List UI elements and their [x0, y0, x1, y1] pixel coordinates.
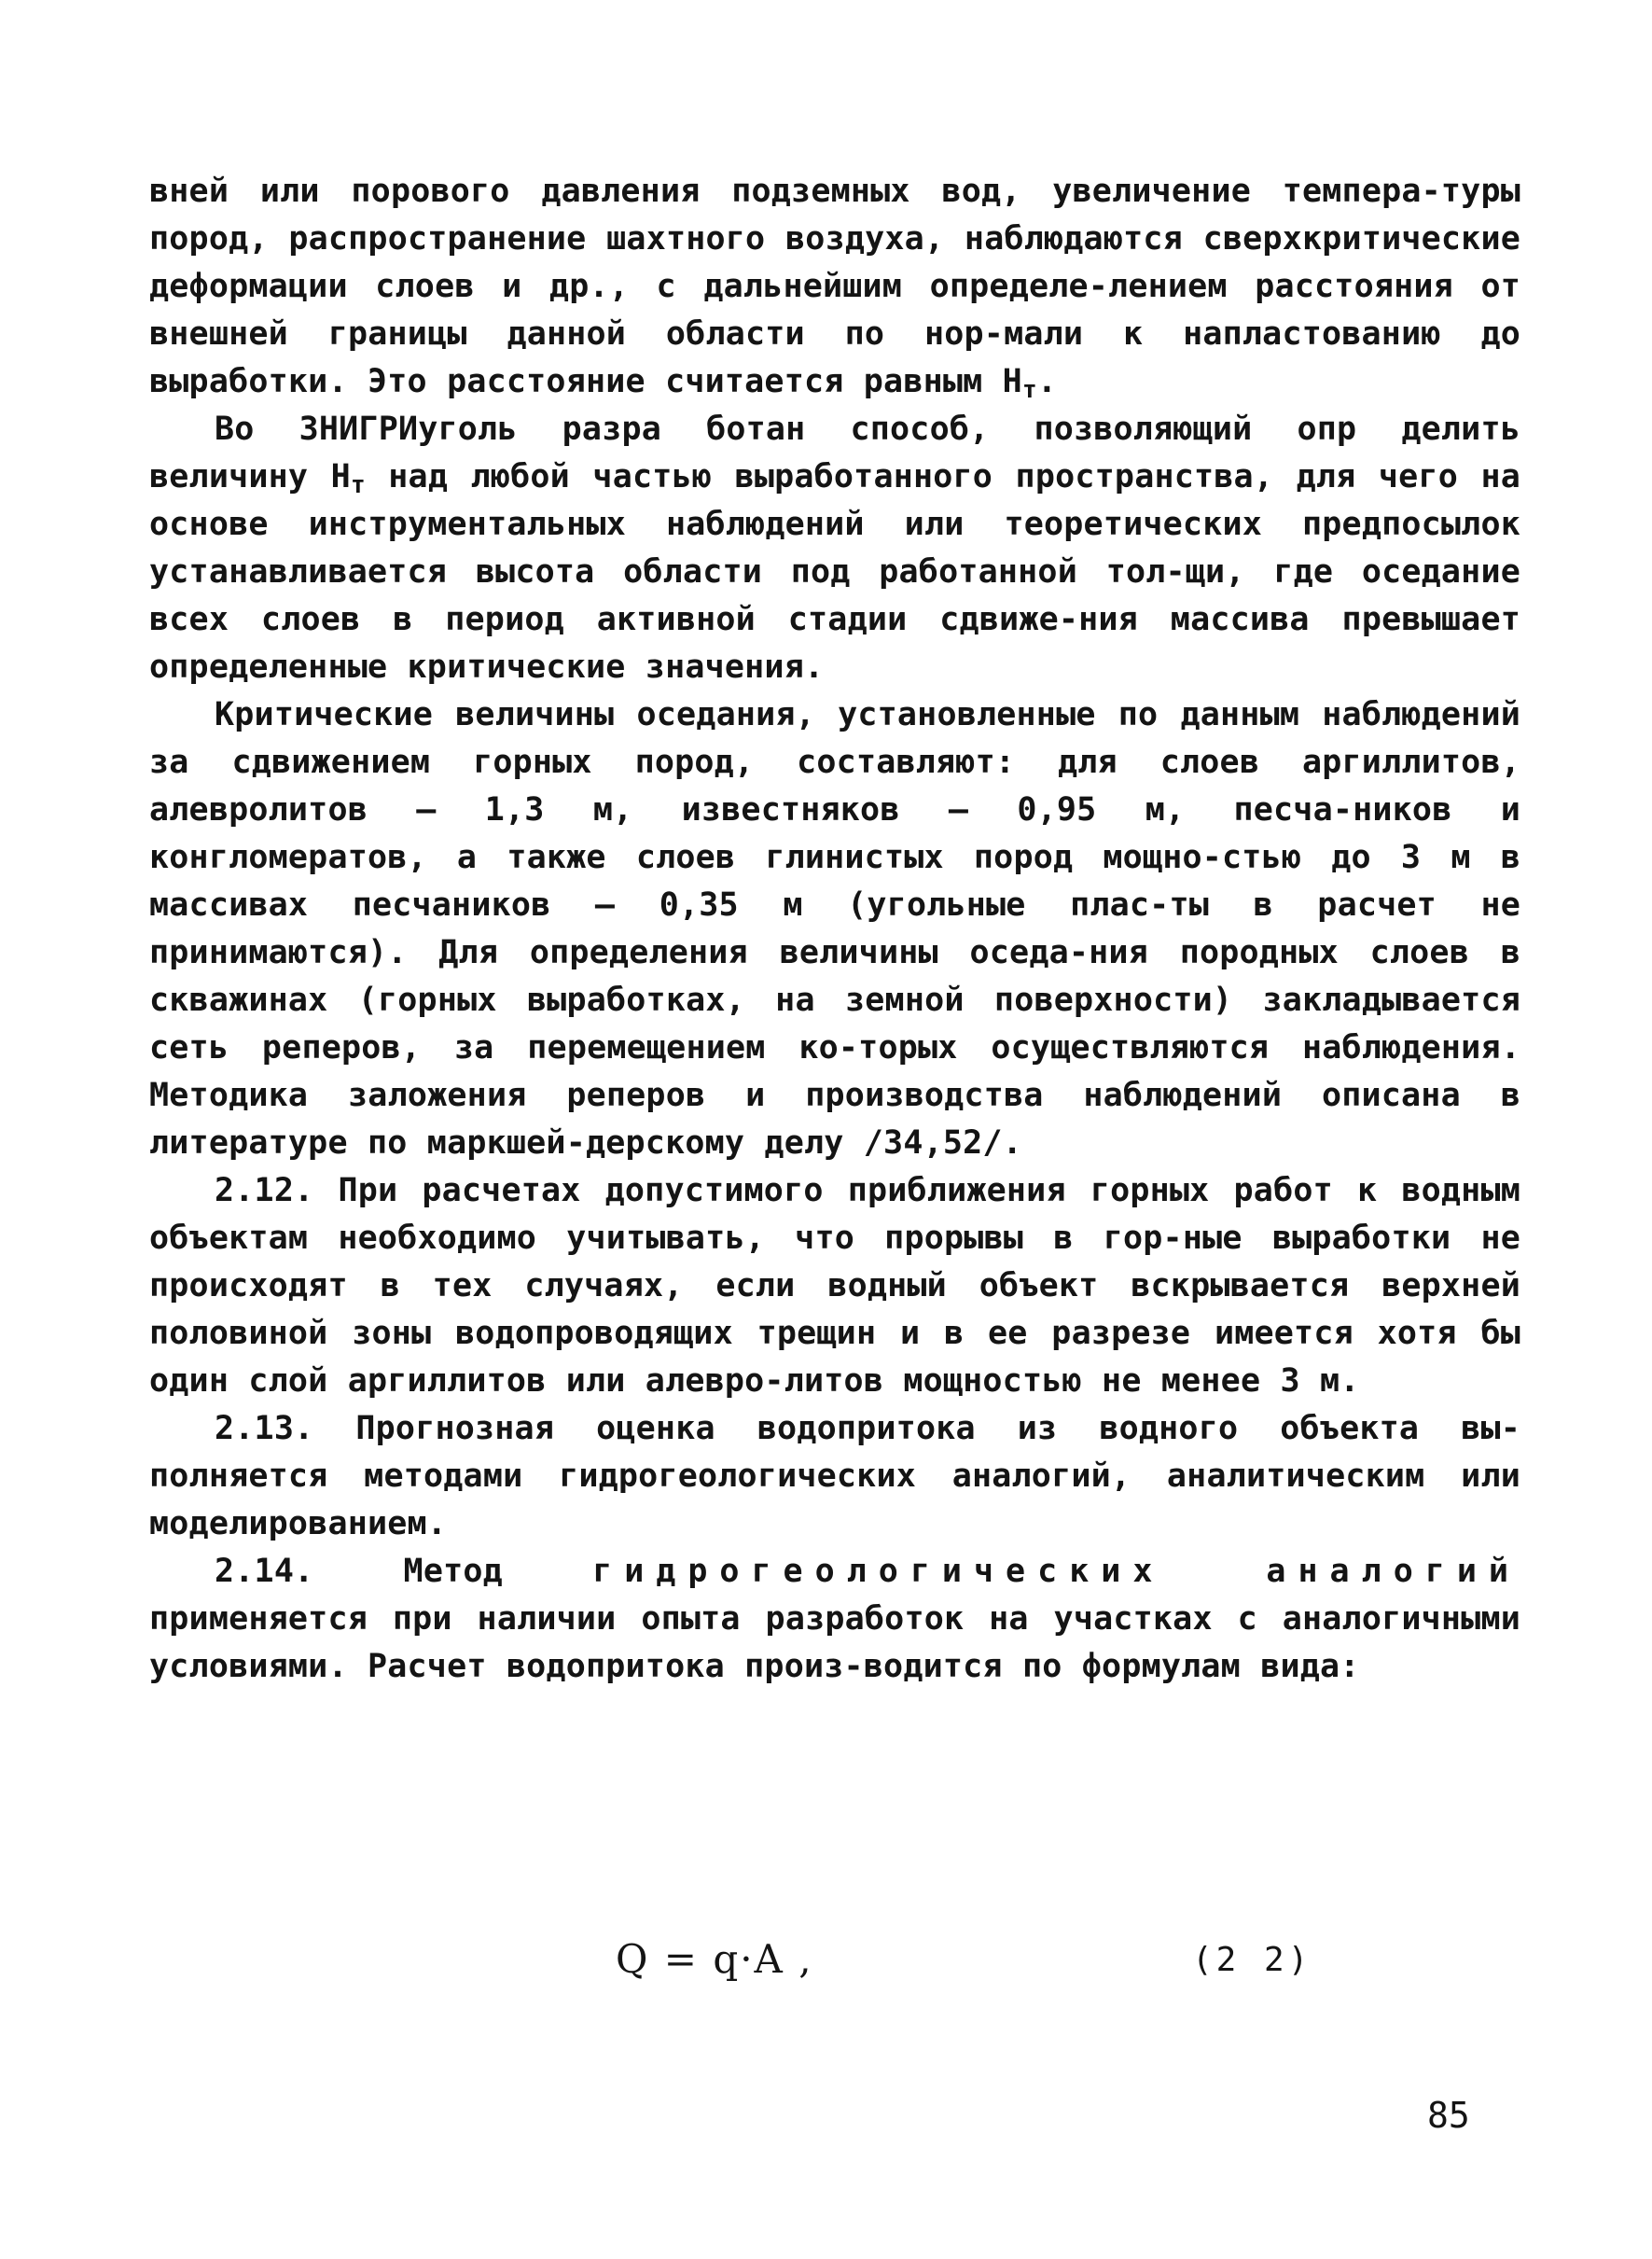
formula: Q = q·A ,	[616, 1936, 813, 1982]
paragraph-1-text: вней или порового давления подземных вод, увеличение темпера-туры пород, распространение шахтного воздуха, наблюдаются сверхкритические деформации слоев и др., с дальнейшим определе-лением расстояния от внешней границы данной области по нор-мали к напластованию до выработки. Это расстояние считается равным H	[149, 173, 1520, 400]
formula-number: (2 2)	[1192, 1941, 1312, 1979]
h-subscript: т	[1021, 376, 1037, 404]
section-2-14	[149, 1548, 1520, 1691]
paragraph-2	[149, 406, 1520, 691]
section-2-12	[149, 1167, 1520, 1405]
page-number: 85	[1427, 2095, 1470, 2136]
paragraph-2-text: над любой частью выработанного пространства, для чего на основе инструментальных наблюдений или теоретических предпосылок устанавливается высота области под работанной тол-щи, где оседание всех слоев в период активной стадии сдвиже-ния массива превышает определенные критические значения.	[149, 458, 1520, 686]
paragraph-2-lead: Во ЗНИГРИуголь разра ботан способ, позволяющий опр делить величину H	[149, 411, 1520, 495]
paragraph-3	[149, 691, 1520, 1167]
body-text	[149, 168, 1520, 1691]
h-subscript: т	[350, 471, 366, 499]
paragraph-1	[149, 168, 1520, 406]
section-2-13	[149, 1405, 1520, 1548]
section-2-12-text: 2.12. При расчетах допустимого приближения горных работ к водным объектам необходимо учитывать, что прорывы в гор-ные выработки не происходят в тех случаях, если водный объект вскрывается верхней половиной зоны водопроводящих трещин и в ее разрезе имеется хотя бы один слой аргиллитов или алевро-литов мощностью не менее 3 м.	[149, 1172, 1520, 1400]
spaced-method-name: гидрогеологических аналогий	[592, 1553, 1520, 1590]
section-2-14-lead: 2.14. Метод	[215, 1553, 593, 1590]
paragraph-1-tail: .	[1036, 363, 1058, 400]
paragraph-3-text: Критические величины оседания, установленные по данным наблюдений за сдвижением горных пород, составляют: для слоев аргиллитов, алевролитов – 1,3 м, известняков – 0,95 м, песча-ников и конгломератов, а также слоев глинистых пород мощно-стью до 3 м в массивах песчаников – 0,35 м (угольные плас-ты в расчет не принимаются). Для определения величины оседа-ния породных слоев в скважинах (горных выработках, на земной поверхности) закладывается сеть реперов, за перемещением ко-торых осуществляются наблюдения. Методика заложения реперов и производства наблюдений описана в литературе по маркшей-дерскому делу /34,52/.	[149, 696, 1520, 1162]
section-2-14-text: применяется при наличии опыта разработок на участках с аналогичными условиями. Расчет водопритока произ-водится по формулам вида:	[149, 1600, 1520, 1685]
section-2-13-text: 2.13. Прогнозная оценка водопритока из водного объекта вы-полняется методами гидрогеологических аналогий, аналитическим или моделированием.	[149, 1410, 1520, 1542]
